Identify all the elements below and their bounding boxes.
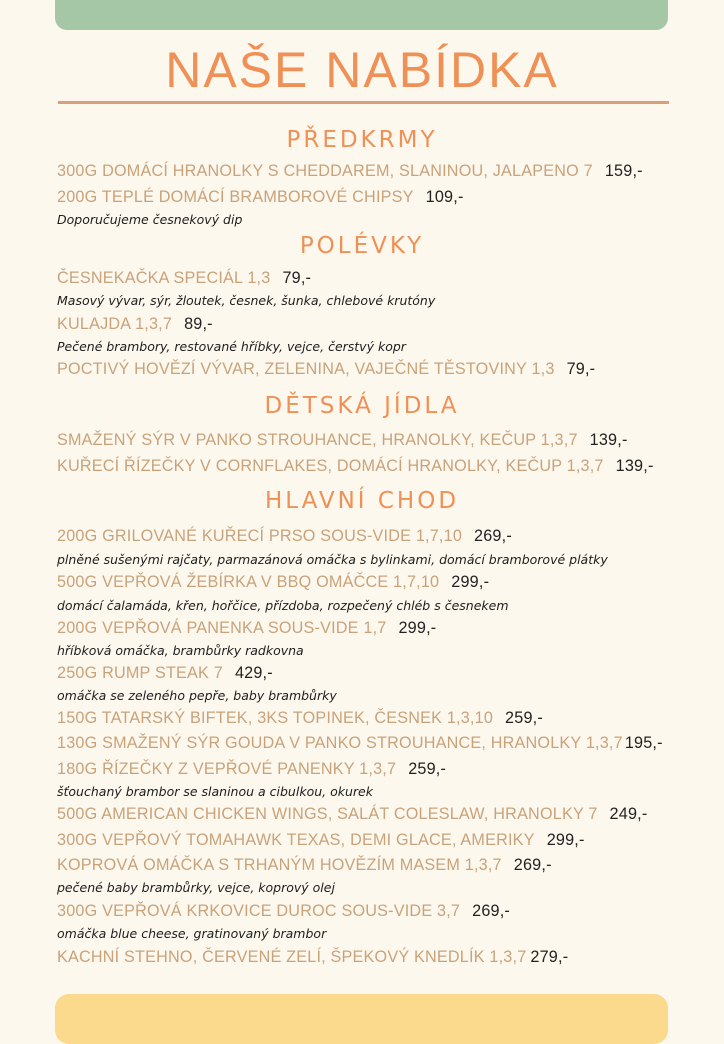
item-name: KOPROVÁ OMÁČKA S TRHANÝM HOVĚZÍM MASEM 1,3,7 xyxy=(57,856,502,874)
menu-item xyxy=(57,455,654,477)
item-price: 249,- xyxy=(609,805,648,823)
item-name: 130G SMAŽENÝ SÝR GOUDA V PANKO STROUHANCE, HRANOLKY 1,3,7 xyxy=(57,734,623,752)
menu-item xyxy=(57,803,647,825)
menu-item xyxy=(57,946,568,968)
item-name: 500G AMERICAN CHICKEN WINGS, SALÁT COLESLAW, HRANOLKY 7 xyxy=(57,805,598,823)
item-price: 299,- xyxy=(398,619,437,637)
menu-item xyxy=(57,267,311,289)
item-name: POCTIVÝ HOVĚZÍ VÝVAR, ZELENINA, VAJEČNÉ TĚSTOVINY 1,3 xyxy=(57,360,555,378)
item-price: 139,- xyxy=(615,457,654,475)
item-price: 195,- xyxy=(624,734,663,752)
item-name: 250G RUMP STEAK 7 xyxy=(57,664,223,682)
menu-item xyxy=(57,758,446,780)
item-description: hříbková omáčka, brambůrky radkovna xyxy=(57,643,304,658)
item-price: 79,- xyxy=(566,360,596,378)
item-name: 200G TEPLÉ DOMÁCÍ BRAMBOROVÉ CHIPSY xyxy=(57,188,414,206)
section-heading-polevky: POLÉVKY xyxy=(299,233,425,259)
top-decorative-band xyxy=(55,0,668,30)
title-divider xyxy=(58,101,669,104)
section-heading-hlavni: HLAVNÍ CHOD xyxy=(264,488,460,514)
item-price: 269,- xyxy=(513,856,552,874)
item-price: 269,- xyxy=(472,902,511,920)
item-description: šťouchaný brambor se slaninou a cibulkou, okurek xyxy=(57,784,373,799)
menu-item xyxy=(57,662,273,684)
menu-item xyxy=(57,707,543,729)
menu-item xyxy=(57,160,643,182)
page-title: NAŠE NABÍDKA xyxy=(165,42,559,98)
section-heading-predkrmy: PŘEDKRMY xyxy=(286,127,438,153)
item-name: KACHNÍ STEHNO, ČERVENÉ ZELÍ, ŠPEKOVÝ KNEDLÍK 1,3,7 xyxy=(57,948,527,966)
item-name: 300G VEPŘOVÁ KRKOVICE DUROC SOUS-VIDE 3,7 xyxy=(57,902,461,920)
item-description: Pečené brambory, restované hříbky, vejce, čerstvý kopr xyxy=(57,339,406,354)
menu-item xyxy=(57,313,213,335)
item-name: ČESNEKAČKA SPECIÁL 1,3 xyxy=(57,269,271,287)
item-description: plněné sušenými rajčaty, parmazánová omáčka s bylinkami, domácí bramborové plátky xyxy=(57,552,608,567)
item-price: 159,- xyxy=(604,162,643,180)
item-name: 200G GRILOVANÉ KUŘECÍ PRSO SOUS-VIDE 1,7,10 xyxy=(57,527,463,545)
menu-item xyxy=(57,900,510,922)
item-name: 150G TATARSKÝ BIFTEK, 3KS TOPINEK, ČESNEK 1,3,10 xyxy=(57,709,494,727)
item-name: 300G DOMÁCÍ HRANOLKY S CHEDDAREM, SLANINOU, JALAPENO 7 xyxy=(57,162,593,180)
item-price: 89,- xyxy=(184,315,213,333)
item-name: 300G VEPŘOVÝ TOMAHAWK TEXAS, DEMI GLACE, AMERIKY xyxy=(57,831,535,849)
menu-item xyxy=(57,429,628,451)
item-name: 200G VEPŘOVÁ PANENKA SOUS-VIDE 1,7 xyxy=(57,619,387,637)
item-price: 299,- xyxy=(546,831,585,849)
item-description: omáčka se zeleného pepře, baby brambůrky xyxy=(57,688,337,703)
item-price: 109,- xyxy=(425,188,464,206)
item-description: domácí čalamáda, křen, hořčice, přízdoba, rozpečený chléb s česnekem xyxy=(57,598,509,613)
item-price: 79,- xyxy=(282,269,312,287)
item-name: KULAJDA 1,3,7 xyxy=(57,315,173,333)
menu-item xyxy=(57,854,552,876)
item-price: 269,- xyxy=(474,527,512,545)
item-price: 299,- xyxy=(451,573,490,591)
item-price: 259,- xyxy=(505,709,543,727)
item-description: Doporučujeme česnekový dip xyxy=(57,212,243,227)
item-price: 429,- xyxy=(234,664,273,682)
menu-item xyxy=(57,571,489,593)
menu-item xyxy=(57,617,436,639)
item-description: pečené baby brambůrky, vejce, koprový olej xyxy=(57,880,335,895)
menu-item xyxy=(57,186,464,208)
item-price: 259,- xyxy=(408,760,447,778)
item-price: 139,- xyxy=(589,431,628,449)
menu-item xyxy=(57,525,512,547)
section-heading-detska: DĚTSKÁ JÍDLA xyxy=(264,393,460,419)
item-name: KUŘECÍ ŘÍZEČKY V CORNFLAKES, DOMÁCÍ HRANOLKY, KEČUP 1,3,7 xyxy=(57,457,604,475)
item-name: SMAŽENÝ SÝR V PANKO STROUHANCE, HRANOLKY, KEČUP 1,3,7 xyxy=(57,431,578,449)
item-description: Masový vývar, sýr, žloutek, česnek, šunka, chlebové krutóny xyxy=(57,293,436,308)
item-name: 180G ŘÍZEČKY Z VEPŘOVÉ PANENKY 1,3,7 xyxy=(57,760,397,778)
item-name: 500G VEPŘOVÁ ŽEBÍRKA V BBQ OMÁČCE 1,7,10 xyxy=(57,573,440,591)
menu-item xyxy=(57,829,585,851)
item-description: omáčka blue cheese, gratinovaný brambor xyxy=(57,926,327,941)
menu-item xyxy=(57,732,663,754)
item-price: 279,- xyxy=(530,948,569,966)
menu-item xyxy=(57,358,595,380)
bottom-decorative-band xyxy=(55,994,668,1044)
